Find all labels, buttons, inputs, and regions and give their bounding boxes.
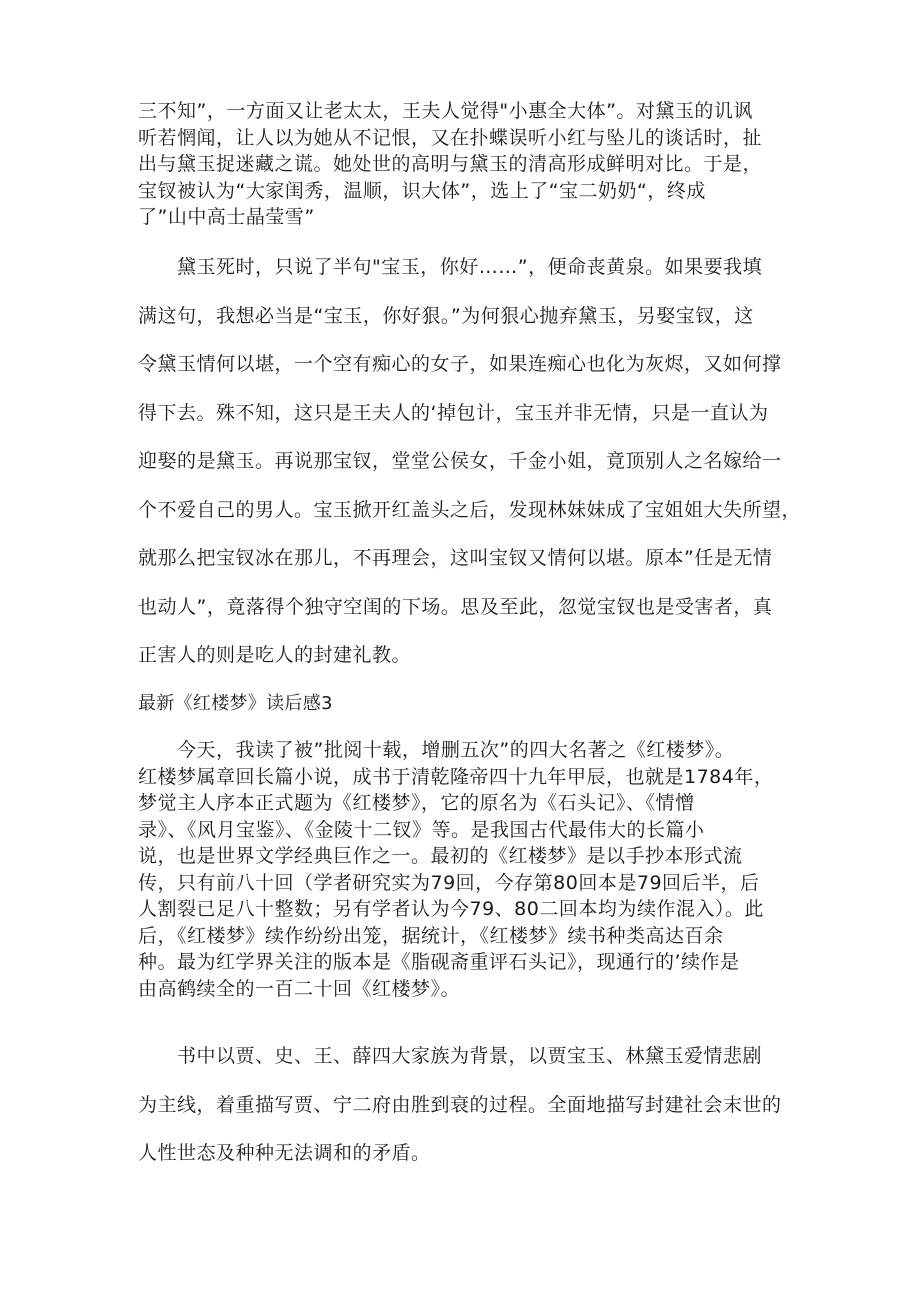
text-line: 宝钗被认为“大家闺秀，温顺，识大体”，选上了“宝二奶奶“，终成	[138, 179, 706, 202]
section-title: 最新《红楼梦》读后感3	[138, 693, 333, 714]
text-line: 种。最为红学界关注的版本是《脂砚斋重评石头记》，现通行的’续作是	[138, 951, 740, 973]
text-line: 满这句，我想必当是“宝玉，你好狠。”为何狠心抛弃黛玉，另娶宝钗，这	[138, 304, 754, 327]
text-line: 就那么把宝钗冰在那儿，不再理会，这叫宝钗又情何以堪。原本”任是无情	[138, 547, 773, 569]
text-line: 正害人的则是吃人的封建礼教。	[138, 644, 412, 666]
text-line: 梦觉主人序本正式题为《红楼梦》，它的原名为《石头记》、《情憎	[138, 792, 695, 814]
text-line: 出与黛玉捉迷藏之谎。她处世的高明与黛玉的清高形成鲜明对比。于是，	[138, 153, 763, 175]
section-heading	[138, 690, 798, 718]
text-line: 红楼梦属章回长篇小说，成书于清乾隆帝四十九年甲辰，也就是1784年，	[138, 765, 774, 788]
text-line: 令黛玉情何以堪，一个空有痴心的女子，如果连痴心也化为灰烬，又如何撑	[138, 353, 782, 375]
text-line: 听若惘闻，让人以为她从不记恨，又在扑蝶误听小红与坠儿的谈话时，扯	[138, 126, 763, 149]
text-line: 黛玉死时，只说了半句"宝玉，你好……”，便命丧黄泉。如果要我填	[138, 256, 763, 278]
text-line: 迎娶的是黛玉。再说那宝钗，堂堂公侯女，千金小姐，竟顶别人之名嫁给一	[138, 450, 782, 472]
text-line: 三不知”，一方面又让老太太，王夫人觉得"小惠全大体”。对黛玉的讥讽	[138, 100, 753, 122]
text-line: 了”山中高士晶莹雪”	[138, 206, 315, 228]
text-line: 人性世态及种种无法调和的矛盾。	[138, 1142, 431, 1164]
text-line: 说，也是世界文学经典巨作之一。最初的《红楼梦》是以手抄本形式流	[138, 845, 743, 867]
paragraph-book-introduction	[138, 737, 798, 1002]
text-line: 为主线，着重描写贾、宁二府由胜到衰的过程。全面地描写封建社会末世的	[138, 1093, 782, 1116]
text-line: 后，《红楼梦》续作纷纷出笼，据统计，《红楼梦》续书种类高达百余	[138, 924, 724, 947]
text-line: 书中以贾、史、王、薛四大家族为背景，以贾宝玉、林黛玉爱情悲剧	[138, 1045, 763, 1067]
paragraph-baochai-character	[138, 98, 798, 231]
paragraph-book-theme	[138, 1032, 798, 1178]
text-line: 个不爱自己的男人。宝玉掀开红盖头之后，发现林妹妹成了宝姐姐大失所望，	[138, 498, 802, 521]
text-line: 今天，我读了被”批阅十载，增删五次”的四大名著之《红楼梦》。	[138, 739, 735, 761]
text-line: 录》、《风月宝鉴》、《金陵十二钗》等。是我国古代最伟大的长篇小	[138, 818, 705, 841]
paragraph-daiyu-death	[138, 243, 802, 680]
text-line: 也动人”，竟落得个独守空闺的下场。思及至此，忽觉宝钗也是受害者，真	[138, 595, 773, 618]
text-line: 得下去。殊不知，这只是王夫人的‘掉包计，宝玉并非无情，只是一直认为	[138, 401, 769, 424]
text-line: 传，只有前八十回（学者研究实为79回，今存第80回本是79回后半，后	[138, 871, 760, 894]
text-line: 人割裂已足八十整数；另有学者认为今79、80二回本均为续作混入）。此	[138, 898, 764, 920]
text-line: 由高鹤续全的一百二十回《红楼梦》。	[138, 977, 461, 1000]
